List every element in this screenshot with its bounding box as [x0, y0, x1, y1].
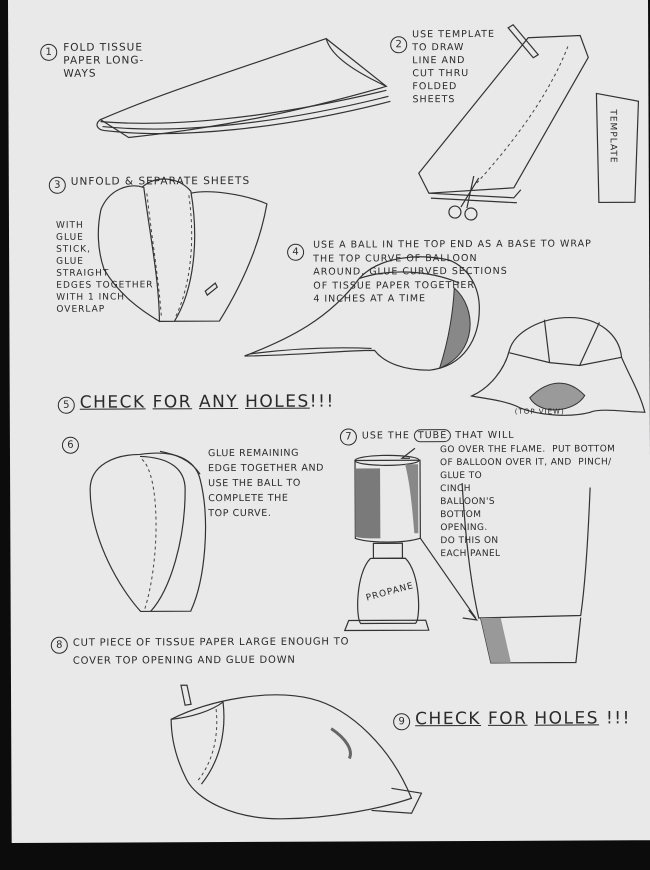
step-3-side-note: WITH GLUE STICK, GLUE STRAIGHT EDGES TOGETHER WITH 1 INCH OVERLAP: [55, 220, 154, 315]
step-3-title: UNFOLD & SEPARATE SHEETS: [70, 174, 251, 188]
instruction-sheet: [8, 0, 650, 843]
balloon-body-drawing: [90, 451, 206, 612]
step-4-number: 4: [287, 244, 304, 261]
step-7-tube-word: TUBE: [414, 429, 451, 442]
step-1-number: 1: [40, 44, 57, 61]
step-5-word-any: ANY: [198, 391, 239, 413]
template-label: TEMPLATE: [607, 109, 618, 164]
step-5-word-for: FOR: [152, 392, 193, 413]
step-5-word-holes: HOLES: [245, 391, 310, 412]
covered-balloon-drawing: [171, 684, 422, 819]
step-7-text-after: THAT WILL: [455, 429, 515, 442]
step-7-text: GO OVER THE FLAME. PUT BOTTOM OF BALLOON OVER IT, AND PINCH/ GLUE TO CINCH BALLOON'S BOTTOM OPENING. DO THIS ON EACH PANEL: [439, 444, 616, 560]
step-9-number: 9: [393, 713, 410, 730]
step-5-suffix: !!!: [309, 391, 335, 412]
step-5-word-check: CHECK: [79, 392, 146, 413]
top-view-label: (TOP VIEW): [514, 407, 565, 416]
step-7-number: 7: [340, 428, 357, 445]
step-8-number: 8: [51, 637, 68, 654]
step-3-number: 3: [49, 177, 66, 194]
step-8-text: CUT PIECE OF TISSUE PAPER LARGE ENOUGH TO COVER TOP OPENING AND GLUE DOWN: [72, 636, 350, 667]
step-2-number: 2: [390, 36, 407, 53]
step-5-number: 5: [58, 397, 75, 414]
step-5-check-holes: [80, 392, 335, 413]
step-9-word-for: FOR: [487, 708, 528, 729]
step-6-text: GLUE REMAINING EDGE TOGETHER AND USE THE BALL TO COMPLETE THE TOP CURVE.: [207, 447, 325, 520]
step-6-number: 6: [62, 437, 79, 454]
step-4-text: USE A BALL IN THE TOP END AS A BASE TO WRAP THE TOP CURVE OF BALLOON AROUND. GLUE CURVED SECTIONS OF TISSUE PAPER TOGETHER 4 INCHES AT A TIME: [313, 238, 592, 305]
step-7-text-before: USE THE: [361, 430, 410, 442]
propane-label: PROPANE: [365, 581, 416, 604]
step-9-word-check: CHECK: [415, 708, 482, 730]
step-9-check-holes: [415, 708, 631, 729]
step-2-text: USE TEMPLATE TO DRAW LINE AND CUT THRU FOLDED SHEETS: [412, 28, 496, 106]
step-9-suffix: !!!: [605, 708, 631, 729]
step-9-word-holes: HOLES: [534, 708, 600, 729]
step-7-line1: [362, 429, 515, 443]
step-1-text: FOLD TISSUE PAPER LONG- WAYS: [63, 41, 145, 80]
